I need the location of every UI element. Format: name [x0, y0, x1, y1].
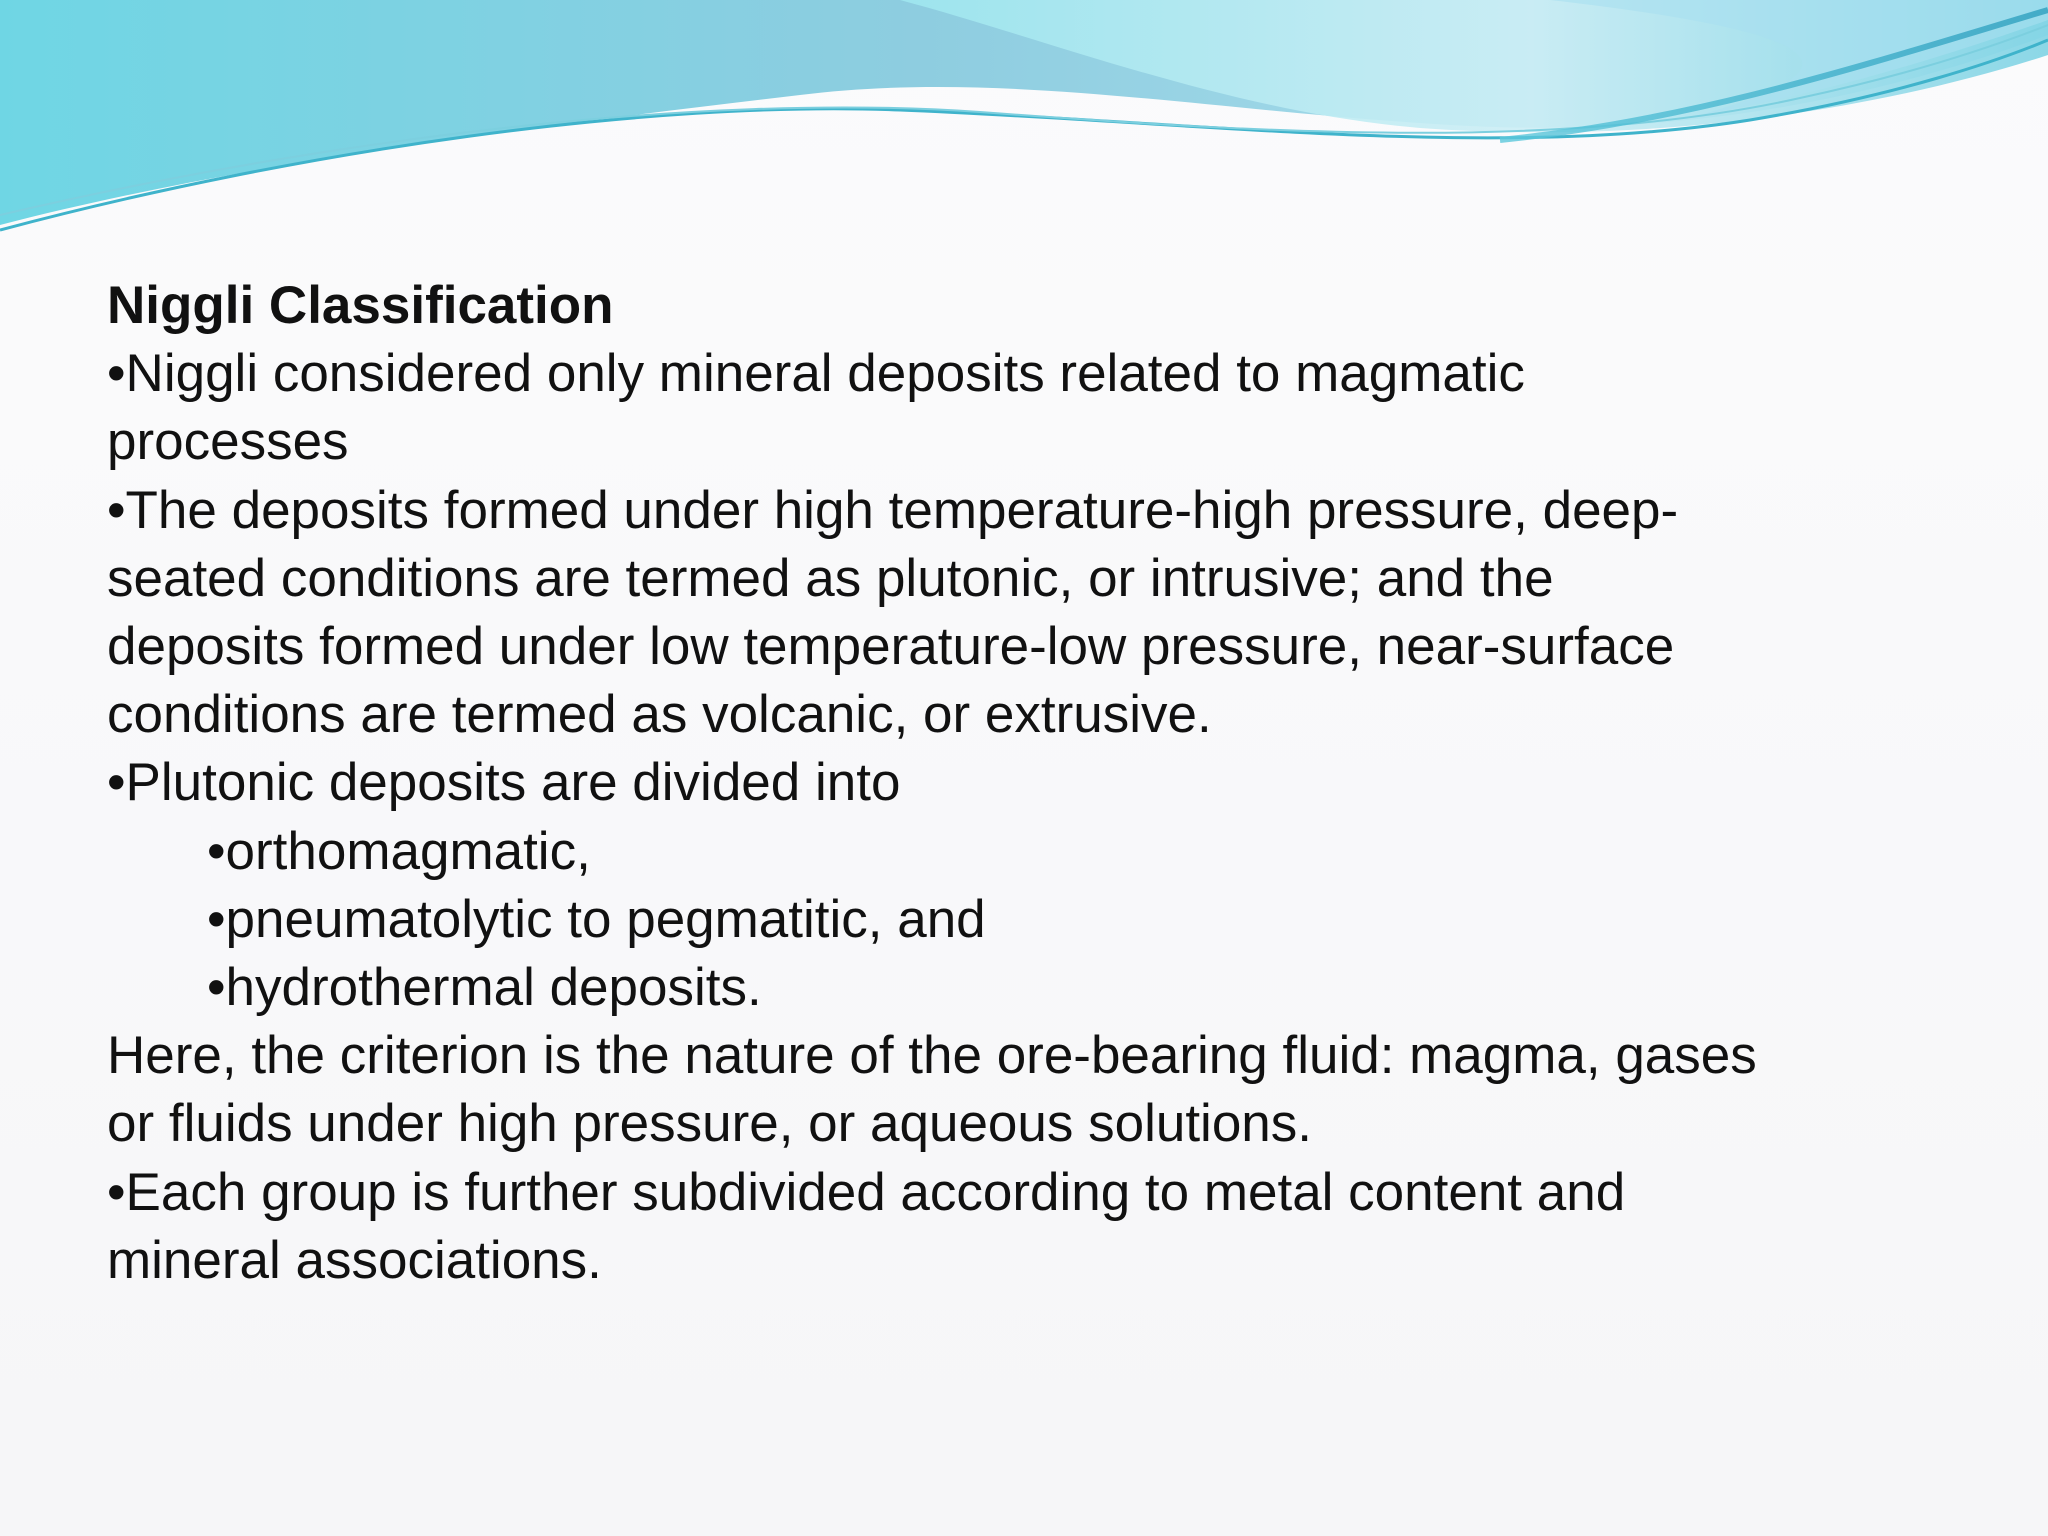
body-line: •Niggli considered only mineral deposits related to magmatic	[107, 344, 1525, 404]
body-line: •Plutonic deposits are divided into	[107, 753, 901, 813]
body-line: conditions are termed as volcanic, or extrusive.	[107, 685, 1212, 745]
body-line: mineral associations.	[107, 1230, 602, 1290]
sub-bullet-item: •hydrothermal deposits.	[207, 958, 762, 1018]
decorative-wave-header	[0, 0, 2048, 260]
body-line: or fluids under high pressure, or aqueous solutions.	[107, 1094, 1312, 1154]
sub-bullet-item: •pneumatolytic to pegmatitic, and	[207, 889, 986, 949]
slide-title: Niggli Classification	[107, 276, 614, 335]
body-line: •The deposits formed under high temperature-high pressure, deep-	[107, 480, 1679, 540]
body-line: processes	[107, 412, 349, 472]
body-line: seated conditions are termed as plutonic, or intrusive; and the	[107, 548, 1554, 608]
body-line: deposits formed under low temperature-low pressure, near-surface	[107, 617, 1675, 677]
slide-body	[107, 272, 1967, 1295]
sub-bullet-item: •orthomagmatic,	[207, 821, 591, 881]
body-line: Here, the criterion is the nature of the ore-bearing fluid: magma, gases	[107, 1026, 1757, 1086]
body-line: •Each group is further subdivided according to metal content and	[107, 1162, 1626, 1222]
